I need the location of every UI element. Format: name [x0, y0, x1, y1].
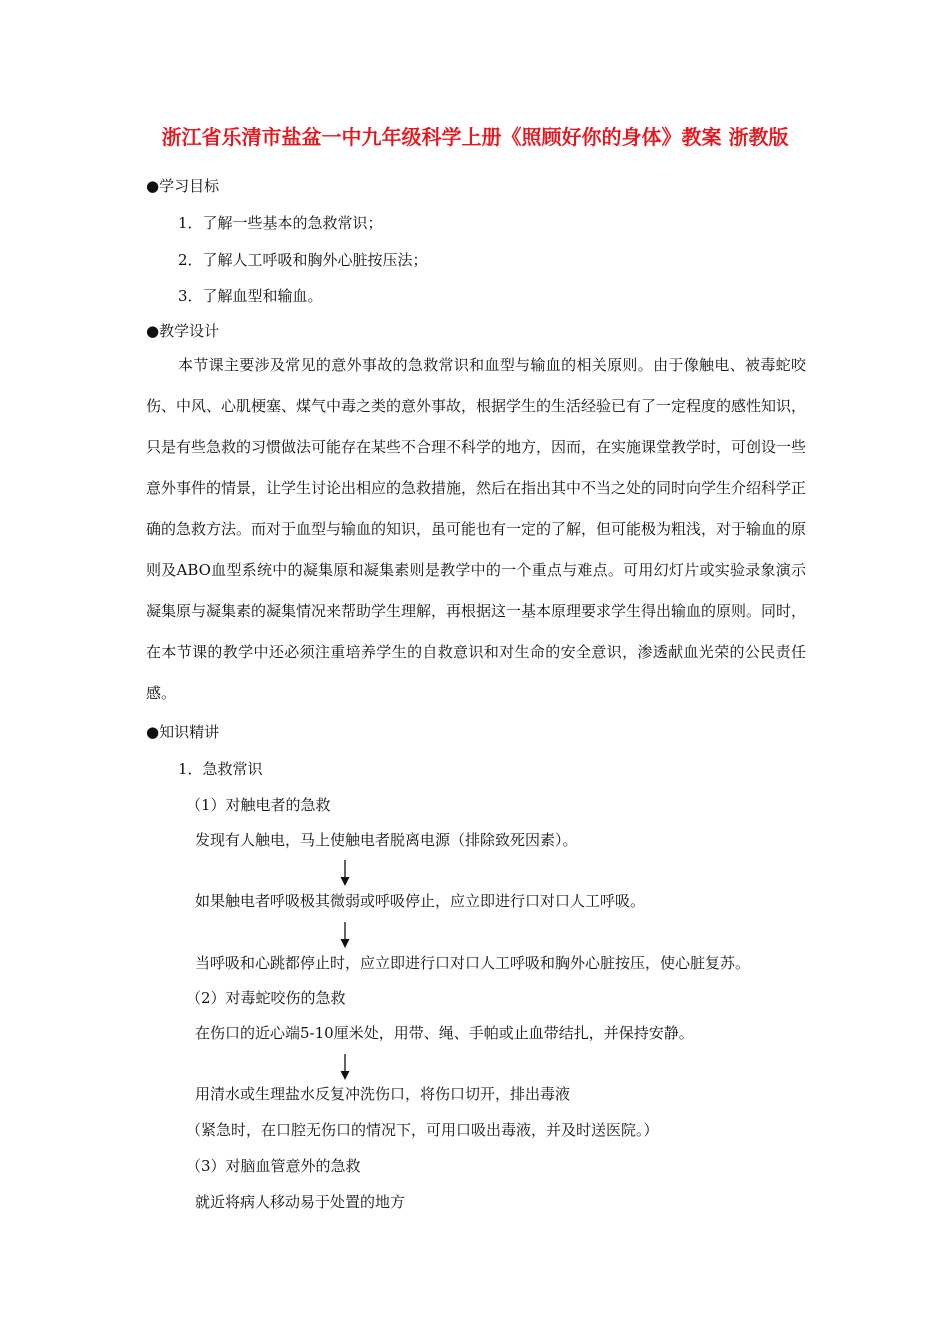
snake-step-1: 在伤口的近心端5-10厘米处，用带、绳、手帕或止血带结扎，并保持安静。: [195, 1024, 694, 1042]
design-paragraph: 本节课主要涉及常见的意外事故的急救常识和血型与输血的相关原则。由于像触电、被毒蛇咬伤、中风、心肌梗塞、煤气中毒之类的意外事故，根据学生的生活经验已有了一定程度的感性知识，只是有些急救的习惯做法可能存在某些不合理不科学的地方，因而，在实施课堂教学时，可创设一些意外事件的情景，让学生讨论出相应的急救措施，然后在指出其中不当之处的同时向学生介绍科学正确的急救方法。而对于血型与输血的知识，虽可能也有一定的了解，但可能极为粗浅，对于输血的原则及ABO血型系统中的凝集原和凝集素则是教学中的一个重点与难点。可用幻灯片或实验录象演示凝集原与凝集素的凝集情况来帮助学生理解，再根据这一基本原理要求学生得出输血的原则。同时，在本节课的教学中还必须注重培养学生的自救意识和对生命的安全意识，渗透献血光荣的公民责任感。: [146, 356, 807, 702]
goal-item-2: 2．了解人工呼吸和胸外心脏按压法；: [178, 251, 428, 269]
goals-heading: ●学习目标: [146, 177, 220, 195]
snake-note: （紧急时，在口腔无伤口的情况下，可用口吸出毒液，并及时送医院。）: [186, 1121, 659, 1139]
snake-bite-label: （2）对毒蛇咬伤的急救: [186, 989, 346, 1007]
brain-step-1: 就近将病人移动易于处置的地方: [195, 1193, 406, 1211]
goal-item-1: 1．了解一些基本的急救常识；: [178, 214, 383, 232]
down-arrow-icon: [338, 860, 352, 886]
knowledge-heading: ●知识精讲: [146, 723, 220, 741]
electric-shock-label: （1）对触电者的急救: [186, 796, 331, 814]
design-heading: ●教学设计: [146, 322, 220, 340]
down-arrow-icon: [338, 1054, 352, 1080]
brain-vessel-label: （3）对脑血管意外的急救: [186, 1157, 361, 1175]
down-arrow-icon: [338, 922, 352, 948]
document-title: 浙江省乐清市盐盆一中九年级科学上册《照顾好你的身体》教案 浙教版: [161, 125, 789, 149]
snake-step-2: 用清水或生理盐水反复冲洗伤口，将伤口切开，排出毒液: [195, 1085, 571, 1103]
knowledge-item-1: 1．急救常识: [178, 760, 263, 778]
goal-item-3: 3．了解血型和输血。: [178, 287, 323, 305]
electric-step-3: 当呼吸和心跳都停止时，应立即进行口对口人工呼吸和胸外心脏按压，使心脏复苏。: [195, 954, 751, 972]
electric-step-2: 如果触电者呼吸极其微弱或呼吸停止，应立即进行口对口人工呼吸。: [195, 892, 646, 910]
electric-step-1: 发现有人触电，马上使触电者脱离电源（排除致死因素）。: [195, 831, 578, 849]
